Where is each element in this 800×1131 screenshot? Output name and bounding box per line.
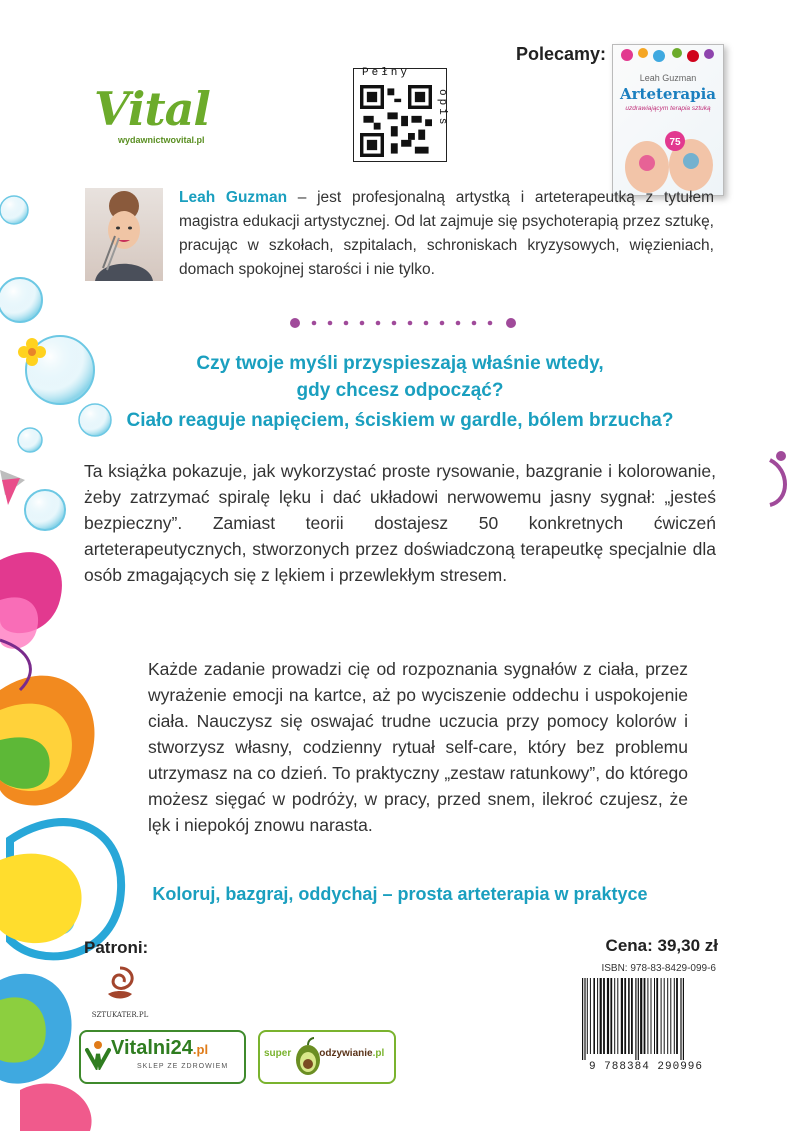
barcode-bar bbox=[597, 978, 598, 1054]
qr-label-side: opis bbox=[436, 89, 448, 128]
recommend-label: Polecamy: bbox=[516, 44, 607, 64]
barcode-bar bbox=[674, 978, 675, 1054]
sztukater-logo[interactable] bbox=[90, 964, 150, 1024]
barcode-bar bbox=[593, 978, 595, 1054]
vitalni24-logo[interactable] bbox=[79, 1030, 246, 1084]
barcode-bar bbox=[582, 978, 583, 1060]
barcode-bar bbox=[664, 978, 665, 1054]
barcode-bar bbox=[676, 978, 678, 1054]
question-line-2: gdy chcesz odpocząć? bbox=[296, 380, 504, 401]
vitalni24-name bbox=[111, 1037, 208, 1060]
vitalni24-figure-icon bbox=[85, 1040, 111, 1070]
barcode-bar bbox=[600, 978, 602, 1054]
barcode bbox=[578, 978, 716, 1060]
paint-drops-illustration bbox=[613, 45, 723, 73]
barcode-bar bbox=[610, 978, 612, 1054]
publisher-website: wydawnictwovital.pl bbox=[118, 135, 205, 145]
superodzywianie-main: odzywianie bbox=[319, 1048, 373, 1059]
barcode-bar bbox=[584, 978, 585, 1060]
barcode-bar bbox=[670, 978, 671, 1054]
barcode-bar bbox=[638, 978, 639, 1060]
recommended-book-author: Leah Guzman bbox=[639, 73, 697, 83]
barcode-bar bbox=[624, 978, 626, 1054]
tagline: Koloruj, bazgraj, oddychaj – prosta arteterapia w praktyce bbox=[152, 884, 648, 904]
qr-code[interactable] bbox=[353, 68, 447, 162]
hands-illustration bbox=[613, 125, 723, 195]
recommended-book-badge: 75 bbox=[669, 137, 681, 148]
recommended-book-cover[interactable] bbox=[612, 44, 724, 196]
superodzywianie-super: super bbox=[264, 1048, 292, 1059]
author-bio-text: – jest profesjonalną artystką i arteterapeutką z tytułem magistra edukacji artystycznej. Od lat zajmuje się psychoterapią przez sztukę, pracując w szkołach, szpitalach, schroniskach kryzysowych, więzieniach, domach spokojnej starości i nie tylko. bbox=[179, 189, 714, 278]
barcode-bar bbox=[640, 978, 642, 1054]
publisher-logo bbox=[84, 80, 214, 152]
barcode-number: 9 788384 290996 bbox=[588, 1061, 704, 1073]
author-name: Leah Guzman bbox=[179, 189, 288, 206]
question-line-3: Ciało reaguje napięciem, ściskiem w gardle, bólem brzucha? bbox=[126, 410, 674, 431]
sztukater-emblem-icon bbox=[100, 964, 140, 1006]
vitalni24-brand: Vitalni24 bbox=[111, 1037, 193, 1059]
superodzywianie-text bbox=[264, 1048, 384, 1059]
barcode-bar bbox=[631, 978, 633, 1054]
barcode-bar bbox=[654, 978, 655, 1054]
barcode-bar bbox=[661, 978, 662, 1054]
barcode-bar bbox=[628, 978, 630, 1054]
barcode-bar bbox=[590, 978, 591, 1054]
barcode-bar bbox=[667, 978, 668, 1054]
price: Cena: 39,30 zł bbox=[605, 936, 718, 955]
author-photo bbox=[85, 188, 163, 281]
patrons-label: Patroni: bbox=[84, 938, 149, 957]
superodzywianie-logo[interactable] bbox=[258, 1030, 396, 1084]
description-paragraph-2: Każde zadanie prowadzi cię od rozpoznania sygnałów z ciała, przez wyrażenie emocji na kartce, aż po wyciszenie oddechu i uspokojenie ciała. Nauczysz się oswajać trudne uczucia przy pomocy kolorów i stworzysz własny, codzienny rytuał self-care, który bez problemu utrzymasz na co dzień. To praktyczny „zestaw ratunkowy”, do którego możesz sięgać w podróży, w pracy, przed snem, ilekroć czujesz, że lęk i niepokój znowu narasta. bbox=[148, 659, 688, 835]
barcode-bar bbox=[587, 978, 588, 1054]
barcode-bar bbox=[656, 978, 658, 1054]
barcode-bar bbox=[647, 978, 648, 1054]
barcode-bar bbox=[651, 978, 652, 1054]
barcode-bar bbox=[635, 978, 636, 1060]
publisher-logo-text: Vital bbox=[94, 82, 210, 136]
sztukater-label: SZTUKATER.PL bbox=[91, 1011, 149, 1019]
author-bio bbox=[179, 186, 714, 282]
barcode-bar bbox=[683, 978, 684, 1060]
description-paragraph-1: Ta książka pokazuje, jak wykorzystać proste rysowanie, bazgranie i kolorowanie, żeby zatrzymać spiralę lęku i dać układowi nerwowemu jasny sygnał: „jesteś bezpieczny”. Zamiast teorii dostajesz 50 konkretnych ćwiczeń arteterapeutycznych, stworzonych przez doświadczoną terapeutkę specjalnie dla osób zmagających się z lękiem i przewlekłym stresem. bbox=[84, 461, 716, 585]
recommended-book-subtitle: uzdrawiającym terapia sztuką bbox=[625, 105, 711, 112]
qr-label-top: Pełny bbox=[362, 67, 411, 79]
barcode-bar bbox=[621, 978, 623, 1054]
superodzywianie-tld: .pl bbox=[372, 1048, 385, 1059]
barcode-bar bbox=[614, 978, 615, 1054]
barcode-bar bbox=[617, 978, 618, 1054]
barcode-bar bbox=[680, 978, 681, 1060]
barcode-bar bbox=[607, 978, 609, 1054]
question-line-1: Czy twoje myśli przyspieszają właśnie wtedy, bbox=[196, 353, 604, 374]
qr-pattern bbox=[360, 85, 432, 157]
recommended-book-title: Arteterapia bbox=[619, 85, 716, 103]
vitalni24-subtitle: SKLEP ZE ZDROWIEM bbox=[137, 1063, 229, 1070]
barcode-bar bbox=[603, 978, 605, 1054]
vitalni24-tld: .pl bbox=[192, 1042, 209, 1057]
barcode-bar bbox=[644, 978, 646, 1054]
dotted-divider bbox=[288, 316, 518, 330]
isbn: ISBN: 978-83-8429-099-6 bbox=[601, 963, 716, 974]
